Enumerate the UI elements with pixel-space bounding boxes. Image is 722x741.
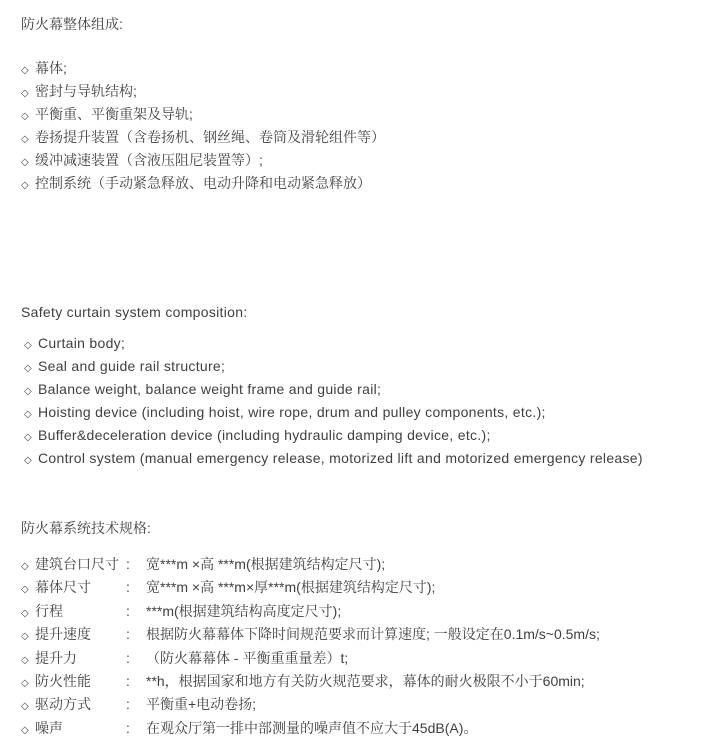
- spec-label: 建筑台口尺寸: [35, 556, 119, 572]
- spec-row: [21, 624, 716, 647]
- list-item-text: Buffer&deceleration device (including hydraulic damping device, etc.);: [38, 427, 491, 443]
- list-item: [21, 173, 716, 196]
- diamond-bullet-icon: ◇: [24, 409, 32, 420]
- spec-value: ***m(根据建筑结构高度定尺寸);: [146, 602, 342, 619]
- spec-row: [21, 694, 716, 717]
- specs-list: [21, 554, 716, 741]
- list-item: [21, 356, 716, 379]
- list-item-text: Hoisting device (including hoist, wire rope, drum and pulley components, etc.);: [38, 404, 546, 420]
- diamond-bullet-icon: ◇: [21, 724, 29, 736]
- spec-value: **h，根据国家和地方有关防火规范要求，幕体的耐火极限不小于60min;: [146, 673, 585, 690]
- diamond-bullet-icon: ◇: [21, 561, 29, 572]
- spec-colon: :: [126, 696, 130, 713]
- spec-row: [21, 671, 716, 694]
- diamond-bullet-icon: ◇: [21, 88, 29, 99]
- spec-colon: :: [126, 579, 130, 596]
- spec-colon: :: [126, 673, 130, 690]
- list-item: [21, 104, 716, 127]
- spec-label: 防火性能: [35, 673, 91, 690]
- list-item-text: 控制系统（手动紧急释放、电动升降和电动紧急释放）: [35, 175, 371, 191]
- spec-label: 噪声: [35, 719, 63, 736]
- list-item: [21, 402, 716, 425]
- spec-value: 根据防火幕幕体下降时间规范要求而计算速度; 一般设定在0.1m/s~0.5m/s;: [146, 626, 600, 643]
- diamond-bullet-icon: ◇: [21, 654, 29, 666]
- list-item-text: 缓冲减速装置（含液压阻尼装置等）;: [35, 152, 263, 168]
- list-item-text: Curtain body;: [38, 335, 126, 351]
- spec-label: 提升力: [35, 649, 77, 666]
- spec-value: 宽***m ×高 ***m(根据建筑结构定尺寸);: [146, 556, 386, 572]
- spec-label: 行程: [35, 602, 63, 619]
- section-specs: [21, 518, 716, 741]
- spec-colon: :: [126, 719, 130, 736]
- spec-colon: :: [126, 602, 130, 619]
- diamond-bullet-icon: ◇: [21, 134, 29, 145]
- list-item: [21, 127, 716, 150]
- cn-composition-list: [21, 58, 716, 196]
- spec-value: 在观众厅第一排中部测量的噪声值不应大于45dB(A)。: [146, 719, 478, 736]
- spec-label: 驱动方式: [35, 696, 91, 713]
- diamond-bullet-icon: ◇: [21, 111, 29, 122]
- diamond-bullet-icon: ◇: [21, 701, 29, 713]
- spec-value: （防火幕幕体 - 平衡重重量差）t;: [146, 649, 349, 666]
- spec-colon: :: [126, 556, 130, 572]
- list-item: [21, 150, 716, 173]
- diamond-bullet-icon: ◇: [24, 432, 32, 443]
- diamond-bullet-icon: ◇: [24, 340, 32, 351]
- spec-label: 幕体尺寸: [35, 579, 91, 596]
- diamond-bullet-icon: ◇: [24, 363, 32, 374]
- list-item-text: 平衡重、平衡重架及导轨;: [35, 106, 193, 122]
- section-cn-composition: [21, 14, 716, 196]
- spec-value: 宽***m ×高 ***m×厚***m(根据建筑结构定尺寸);: [146, 579, 436, 596]
- spec-row: [21, 577, 716, 600]
- cn-composition-title: 防火幕整体组成:: [21, 16, 123, 32]
- diamond-bullet-icon: ◇: [21, 157, 29, 168]
- list-item-text: 密封与导轨结构;: [35, 83, 137, 99]
- list-item: [21, 379, 716, 402]
- spec-colon: :: [126, 649, 130, 666]
- diamond-bullet-icon: ◇: [21, 678, 29, 690]
- en-composition-list: [21, 333, 716, 471]
- list-item: [21, 81, 716, 104]
- spec-colon: :: [126, 626, 130, 643]
- spec-label: 提升速度: [35, 626, 91, 643]
- diamond-bullet-icon: ◇: [21, 65, 29, 76]
- list-item-text: 卷扬提升装置（含卷扬机、钢丝绳、卷筒及滑轮组件等）: [35, 129, 385, 145]
- diamond-bullet-icon: ◇: [24, 455, 32, 466]
- list-item-text: Control system (manual emergency release, motorized lift and motorized emergency release): [38, 450, 643, 466]
- spec-value: 平衡重+电动卷扬;: [146, 696, 257, 713]
- diamond-bullet-icon: ◇: [21, 631, 29, 643]
- spec-row: [21, 718, 716, 741]
- diamond-bullet-icon: ◇: [21, 607, 29, 619]
- diamond-bullet-icon: ◇: [24, 386, 32, 397]
- specs-title: 防火幕系统技术规格:: [21, 520, 151, 536]
- en-composition-title: Safety curtain system composition:: [21, 304, 248, 320]
- diamond-bullet-icon: ◇: [21, 584, 29, 596]
- spec-row: [21, 648, 716, 671]
- section-en-composition: [21, 302, 716, 471]
- list-item: [21, 425, 716, 448]
- diamond-bullet-icon: ◇: [21, 180, 29, 191]
- list-item-text: 幕体;: [35, 60, 67, 76]
- spec-row: [21, 554, 716, 577]
- spec-row: [21, 601, 716, 624]
- list-item: [21, 448, 716, 471]
- list-item-text: Balance weight, balance weight frame and guide rail;: [38, 381, 382, 397]
- list-item-text: Seal and guide rail structure;: [38, 358, 226, 374]
- list-item: [21, 333, 716, 356]
- list-item: [21, 58, 716, 81]
